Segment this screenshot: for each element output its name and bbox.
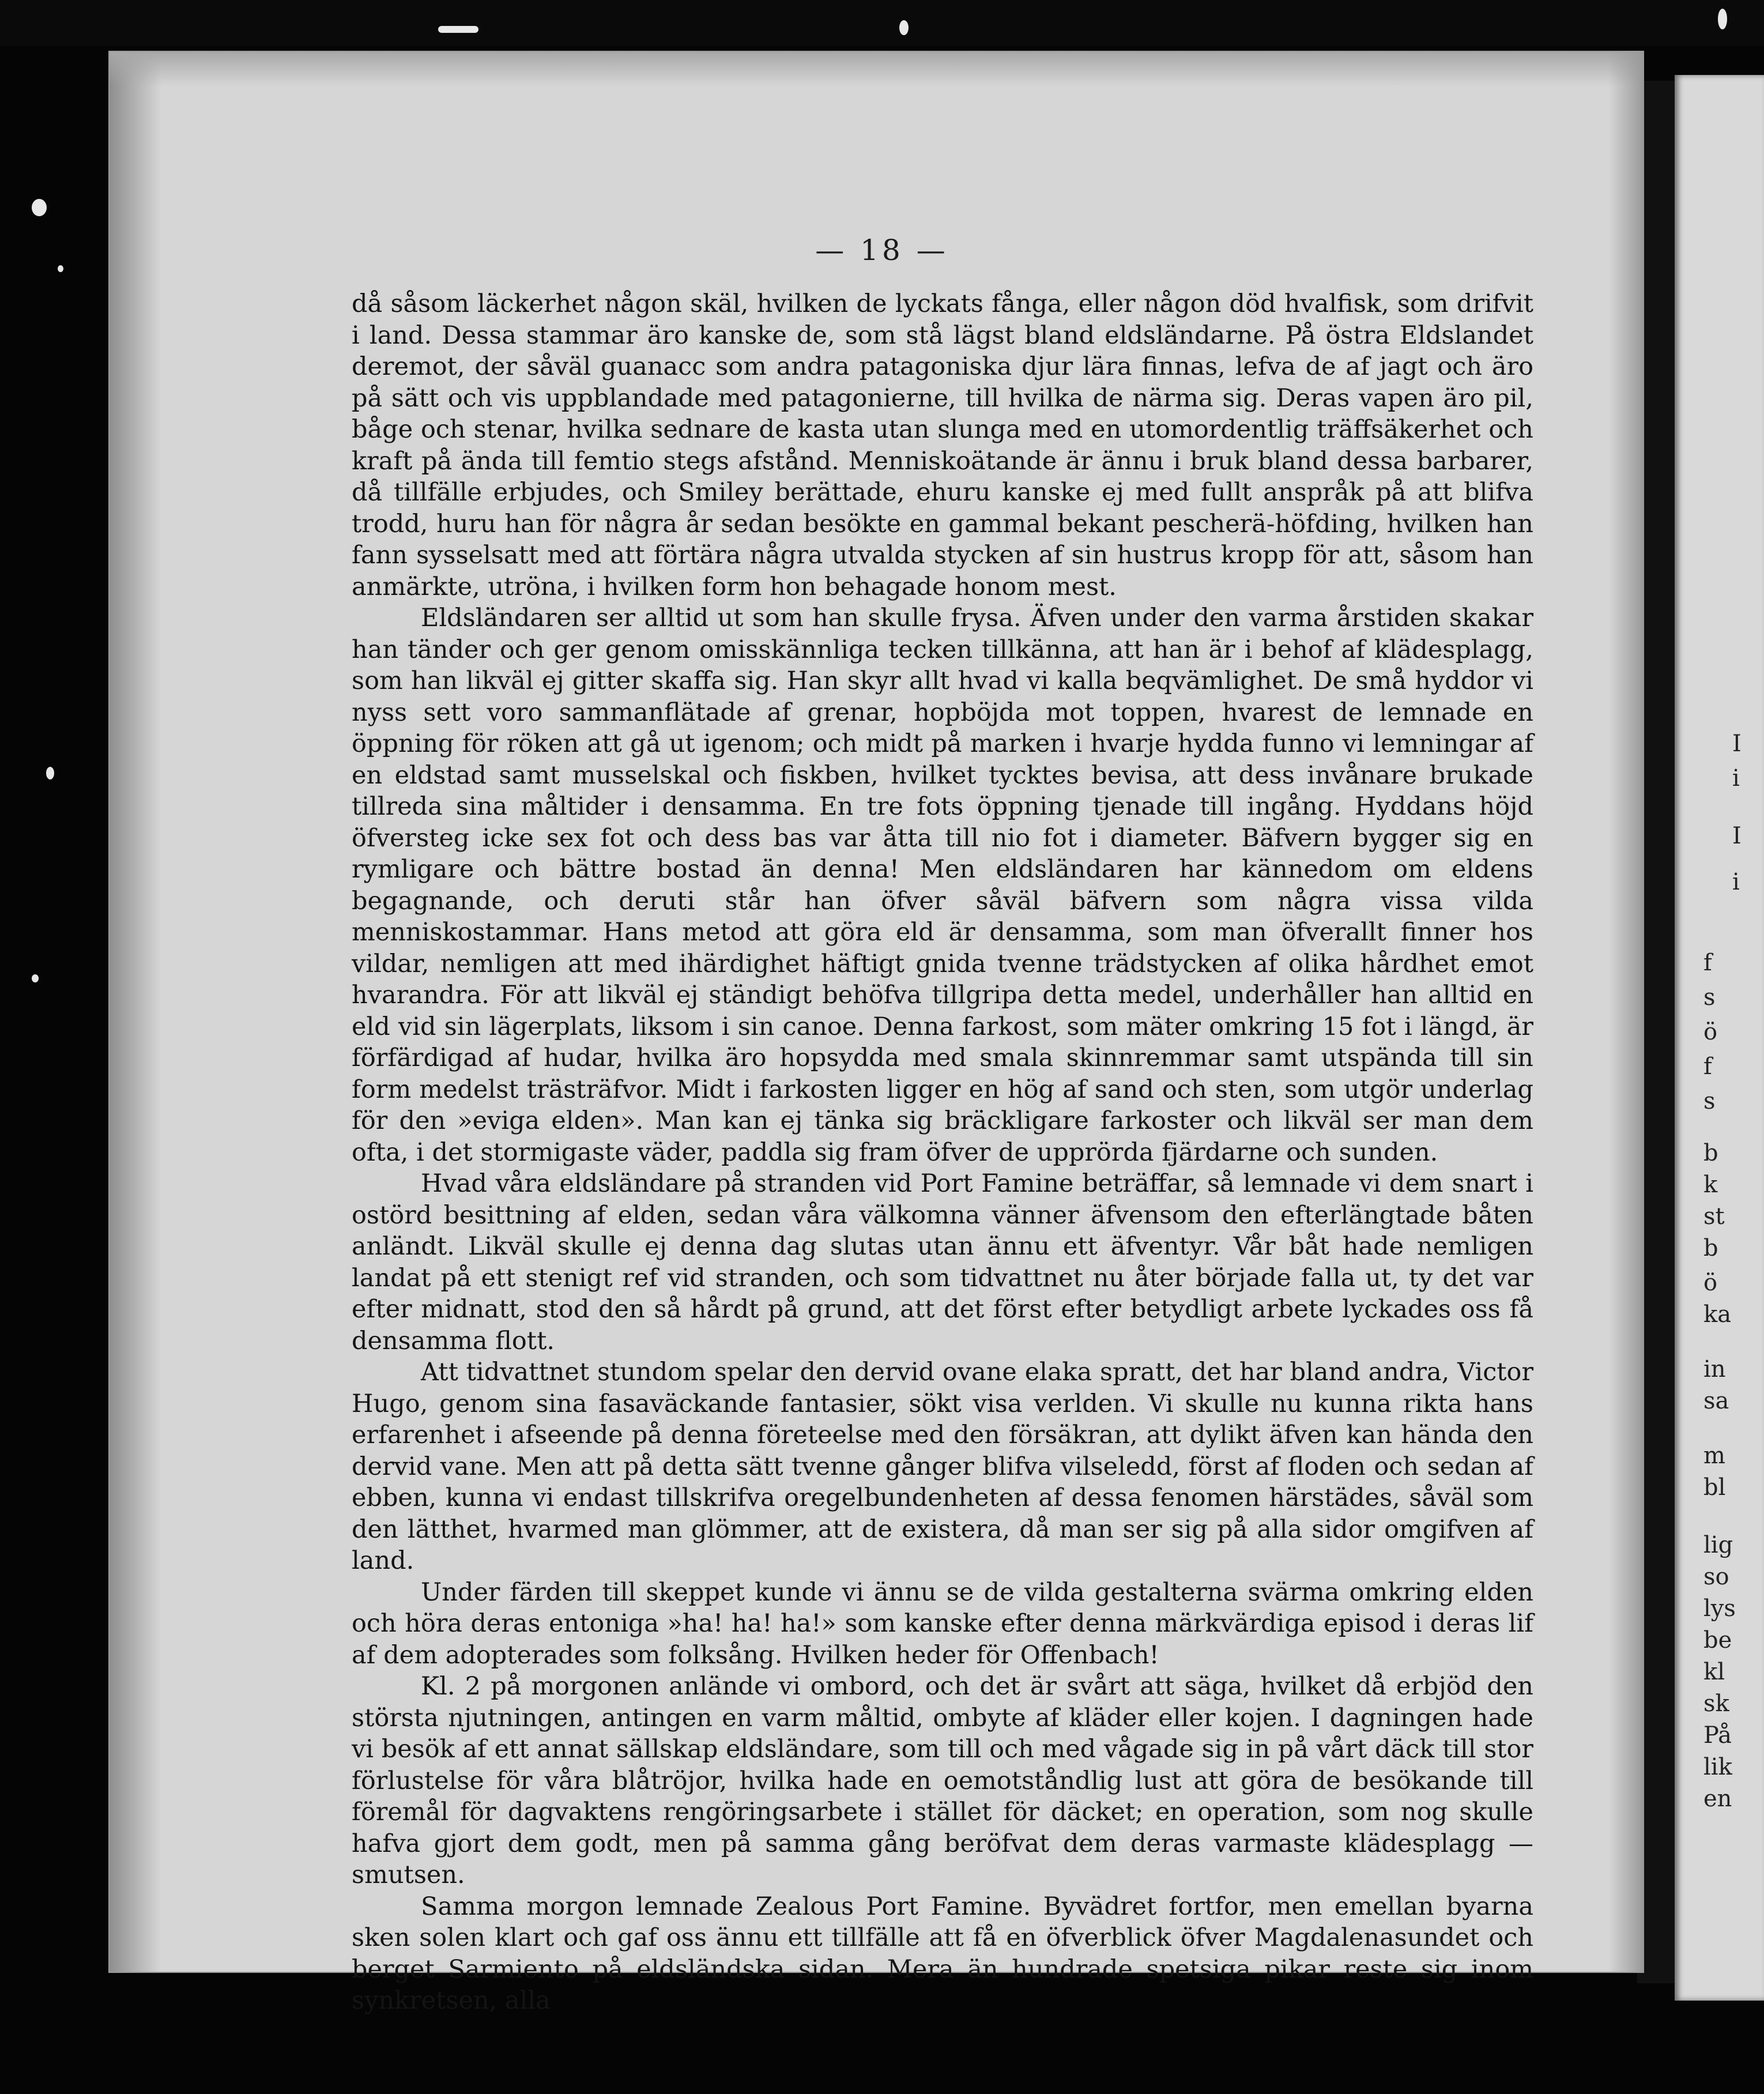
next-page-fragment: sk: [1703, 1690, 1729, 1717]
next-page-fragment: sa: [1703, 1388, 1729, 1414]
next-page-fragment: b: [1703, 1140, 1718, 1166]
paragraph: Samma morgon lemnade Zealous Port Famine. Byvädret fortfor, men emellan byarna sken solen klart och gaf oss ännu ett tillfälle att få en öfverblick öfver Magdalenasundet och berget Sarmiento på eldsländska sidan. Mera än hundrade spetsiga pikar reste sig inom synkretsen, alla: [352, 1892, 1533, 2015]
paragraph: Att tidvattnet stundom spelar den dervid ovane elaka spratt, det har bland andra, Victor Hugo, genom sina fasaväckande fantasier, sökt visa verlden. Vi skulle nu kunna rikta hans erfarenhet i afseende på denna företeelse med den försäkran, att dylikt äfven kan hända den dervid vane. Men att på detta sätt tvenne gånger blifva vilseledd, först af floden och sedan af ebben, kunna vi endast tillskrifva oregelbundenheten af dessa fenomen härstädes, såväl som den lätthet, hvarmed man glömmer, att de existera, då man ser sig på alla sidor omgifven af land.: [352, 1358, 1533, 1575]
next-page-fragment: i: [1732, 869, 1740, 895]
next-page-fragment: s: [1703, 984, 1716, 1011]
next-page-fragment: kl: [1703, 1659, 1725, 1685]
next-page-fragment: m: [1703, 1443, 1725, 1469]
next-page-fragment: ö: [1703, 1019, 1718, 1045]
next-page-fragment: b: [1703, 1235, 1718, 1261]
scan-speck: [1718, 9, 1727, 29]
next-page-fragment: en: [1703, 1786, 1732, 1812]
scan-speck: [32, 199, 47, 216]
next-page-fragment: lig: [1703, 1532, 1733, 1558]
paragraph: Hvad våra eldsländare på stranden vid Port Famine beträffar, så lemnade vi dem snart i ostörd besittning af elden, sedan våra välkomna vänner äfvensom den efterlängtade båten anländt. Likväl skulle ej denna dag slutas utan ännu ett äfventyr. Vår båt hade nemligen landat på ett stenigt ref vid stranden, och som tidvattnet nu åter började falla ut, ty det var efter midnatt, stod den så hårdt på grund, att det först efter betydligt arbete lyckades oss få densamma flott.: [352, 1169, 1533, 1355]
next-page-fragment: f: [1703, 950, 1712, 976]
next-page-fragment: k: [1703, 1172, 1718, 1198]
page-shadow: [110, 52, 161, 1972]
scan-speck: [46, 767, 54, 779]
next-page-fragment: st: [1703, 1203, 1725, 1230]
paragraph: då såsom läckerhet någon skäl, hvilken de lyckats fånga, eller någon död hvalfisk, som drifvit i land. Dessa stammar äro kanske de, som stå lägst bland eldsländarne. På östra Eldslandet deremot, der såväl guanacc som andra patagoniska djur lära finnas, lefva de af jagt och äro på sätt och vis uppblandade med patagonierne, till hvilka de närma sig. Deras vapen äro pil, båge och stenar, hvilka sednare de kasta utan slunga med en utomordentlig träffsäkerhet och kraft på ända till femtio stegs afstånd. Menniskoätande är ännu i bruk bland dessa barbarer, då tillfälle erbjudes, och Smiley berättade, ehuru kanske ej med fullt anspråk på att blifva trodd, huru han för några år sedan besökte en gammal bekant pescherä-höfding, hvilken han fann sysselsatt med att förtära några utvalda stycken af sin hustrus kropp för att, såsom han anmärkte, utröna, i hvilken form hon behagade honom mest.: [352, 289, 1533, 601]
page-number: — 18 —: [815, 233, 949, 267]
page-body-text: [352, 288, 1533, 2017]
film-frame-top: [0, 0, 1764, 46]
next-page-fragment: in: [1703, 1356, 1726, 1383]
next-page-fragment: ka: [1703, 1301, 1732, 1328]
next-page-fragment: s: [1703, 1088, 1716, 1114]
scan-speck: [438, 26, 478, 33]
page-shadow: [1608, 52, 1643, 1972]
next-page-fragment: f: [1703, 1053, 1712, 1080]
paragraph: Under färden till skeppet kunde vi ännu se de vilda gestalterna svärma omkring elden och höra deras entoniga »ha! ha! ha!» som kanske efter denna märkvärdiga episod i deras lif af dem adopterades som folksång. Hvilken heder för Offenbach!: [352, 1577, 1533, 1670]
next-page-fragment: I: [1732, 730, 1742, 757]
next-page-fragment: so: [1703, 1564, 1729, 1590]
next-page-fragment: I: [1732, 823, 1742, 849]
next-page-fragment: ö: [1703, 1270, 1718, 1296]
paragraph: Kl. 2 på morgonen anlände vi ombord, och det är svårt att säga, hvilket då erbjöd den största njutningen, antingen en varm måltid, ombyte af kläder eller kojen. I dagningen hade vi besök af ett annat sällskap eldsländare, som till och med vågade sig in på vårt däck till stor förlustelse för våra blåtröjor, hvilka hade en oemotståndlig lust att göra de besökande till föremål för dagvaktens rengöringsarbete i stället för däcket; en operation, som nog skulle hafva gjort dem godt, men på samma gång beröfvat dem deras varmaste klädesplagg — smutsen.: [352, 1672, 1533, 1889]
scan-speck: [32, 974, 39, 982]
scan-speck: [899, 20, 909, 35]
next-page-fragment: lys: [1703, 1595, 1736, 1622]
next-page-fragment: bl: [1703, 1474, 1726, 1501]
page-shadow: [110, 52, 1643, 86]
page-gutter: [1637, 81, 1678, 1983]
next-page-fragment: lik: [1703, 1754, 1732, 1780]
next-page-edge: [1675, 75, 1764, 2001]
next-page-fragment: På: [1703, 1722, 1732, 1749]
next-page-fragment: be: [1703, 1627, 1732, 1654]
next-page-fragment: i: [1732, 765, 1740, 792]
paragraph: Eldsländaren ser alltid ut som han skulle frysa. Äfven under den varma årstiden skakar han tänder och ger genom omisskännliga tecken tillkänna, att han är i behof af klädesplagg, som han likväl ej gitter skaffa sig. Han skyr allt hvad vi kalla beqvämlighet. De små hyddor vi nyss sett voro sammanflätade af grenar, hopböjda mot toppen, hvarest de lemnade en öppning för röken att gå ut igenom; och midt på marken i hvarje hydda funno vi lemningar af en eldstad samt musselskal och fiskben, hvilket tycktes bevisa, att dess invånare brukade tillreda sina måltider i densamma. En tre fots öppning tjenade till ingång. Hyddans höjd öfversteg icke sex fot och dess bas var åtta till nio fot i diameter. Bäfvern bygger sig en rymligare och bättre bostad än denna! Men eldsländaren har kännedom om eldens begagnande, och deruti står han öfver såväl bäfvern som några vissa vilda menniskostammar. Hans metod att göra eld är densamma, som man öfverallt finner hos vildar, nemligen att med ihärdighet häftigt gnida tvenne trädstycken af olika hårdhet emot hvarandra. För att likväl ej ständigt behöfva tillgripa detta medel, underhåller han alltid en eld vid sin lägerplats, liksom i sin canoe. Denna farkost, som mäter omkring 15 fot i längd, är förfärdigad af hudar, hvilka äro hopsydda med smala skinnremmar samt utspända till sin form medelst trästräfvor. Midt i farkosten ligger en hög af sand och sten, som utgör underlag för den »eviga elden». Man kan ej tänka sig bräckligare farkoster och likväl ser man dem ofta, i det stormigaste väder, paddla sig fram öfver de upprörda fjärdarne och sunden.: [352, 604, 1533, 1167]
